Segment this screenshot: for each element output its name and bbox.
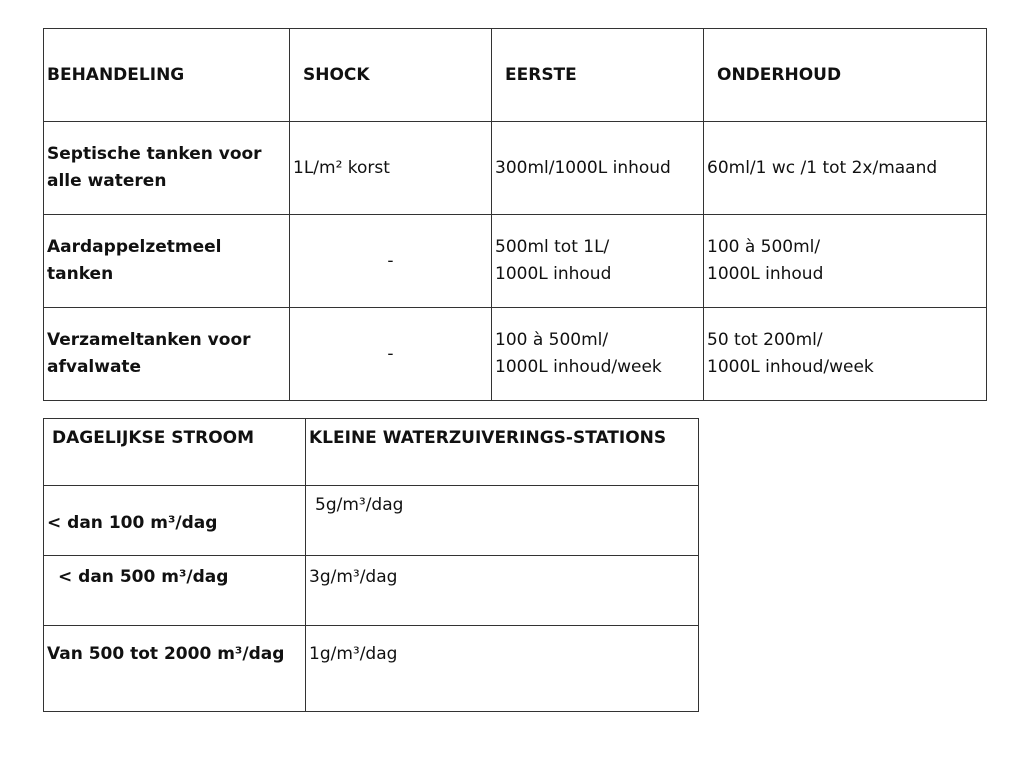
table-row [44, 308, 987, 401]
table-row [44, 556, 699, 626]
cell-shock: 1L/m² korst [290, 122, 492, 215]
cell-stroom: < dan 100 m³/dag [44, 486, 306, 556]
table-row [44, 626, 699, 712]
table-row [44, 215, 987, 308]
cell-eerste: 300ml/1000L inhoud [492, 122, 704, 215]
cell-dosis: 1g/m³/dag [306, 626, 699, 712]
table-row [44, 486, 699, 556]
cell-shock: - [290, 308, 492, 401]
row-label: Aardappelzetmeel tanken [44, 215, 290, 308]
flow-table [43, 418, 699, 712]
cell-onderhoud: 60ml/1 wc /1 tot 2x/maand [704, 122, 987, 215]
cell-eerste: 100 à 500ml/ 1000L inhoud/week [492, 308, 704, 401]
flow-header-row [44, 419, 699, 486]
header-dagelijkse-stroom: DAGELIJKSE STROOM [44, 419, 306, 486]
cell-onderhoud: 50 tot 200ml/ 1000L inhoud/week [704, 308, 987, 401]
cell-shock: - [290, 215, 492, 308]
cell-dosis: 3g/m³/dag [306, 556, 699, 626]
cell-stroom: < dan 500 m³/dag [44, 556, 306, 626]
header-behandeling: BEHANDELING [44, 29, 290, 122]
cell-onderhoud: 100 à 500ml/ 1000L inhoud [704, 215, 987, 308]
cell-dosis: 5g/m³/dag [306, 486, 699, 556]
header-onderhoud: ONDERHOUD [704, 29, 987, 122]
row-label: Verzameltanken voor afvalwate [44, 308, 290, 401]
header-kleine-waterzuiverings-stations: KLEINE WATERZUIVERINGS-STATIONS [306, 419, 699, 486]
cell-eerste: 500ml tot 1L/ 1000L inhoud [492, 215, 704, 308]
header-shock: SHOCK [290, 29, 492, 122]
treatment-header-row [44, 29, 987, 122]
treatment-table [43, 28, 987, 401]
table-row [44, 122, 987, 215]
header-eerste: EERSTE [492, 29, 704, 122]
cell-stroom: Van 500 tot 2000 m³/dag [44, 626, 306, 712]
row-label: Septische tanken voor alle wateren [44, 122, 290, 215]
